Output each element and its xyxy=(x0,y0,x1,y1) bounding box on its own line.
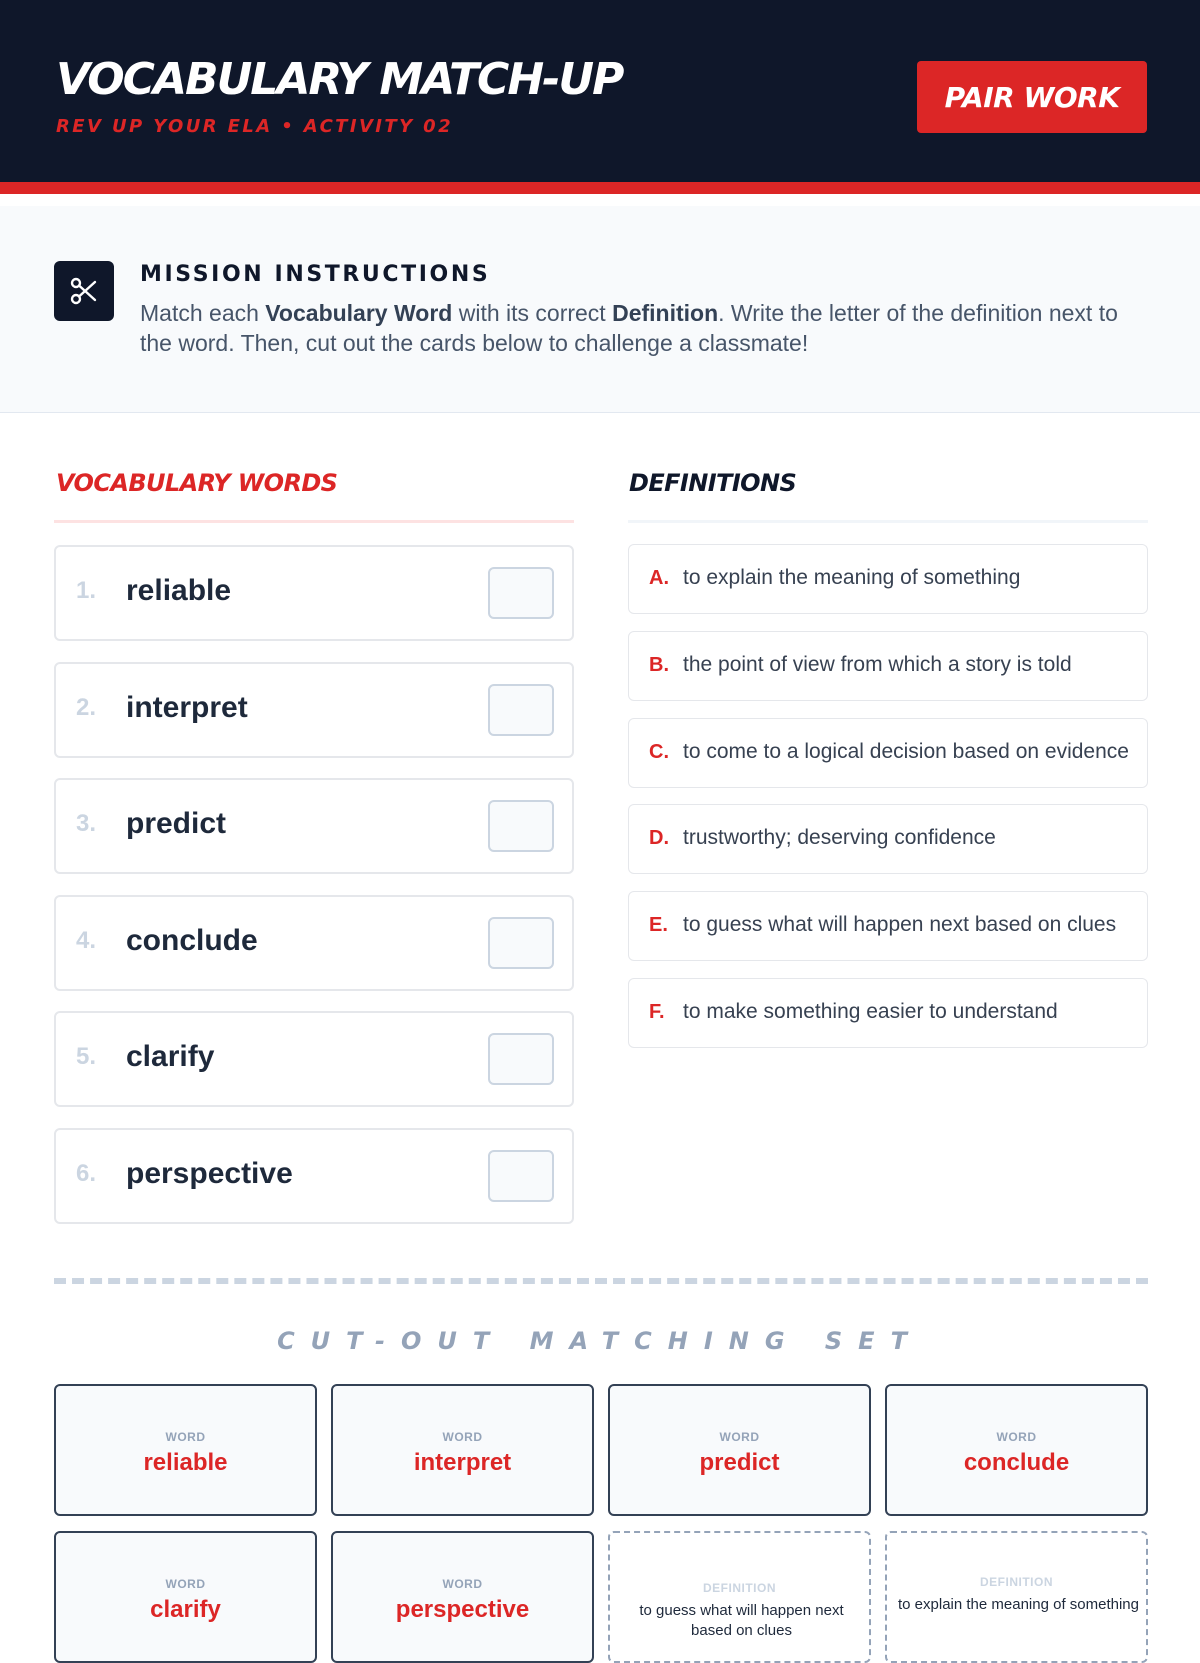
word-card-1 xyxy=(54,545,574,641)
answer-input-box[interactable] xyxy=(488,1033,554,1085)
cut-line-divider xyxy=(54,1278,1148,1284)
cutout-definition: to explain the meaning of something xyxy=(898,1596,1139,1613)
word-card-4 xyxy=(54,895,574,991)
cutout-definition: to guess what will happen next based on clues xyxy=(639,1602,844,1639)
definitions-divider xyxy=(628,520,1148,523)
answer-input-box[interactable] xyxy=(488,567,554,619)
cutout-word: predict xyxy=(699,1449,780,1476)
answer-input-box[interactable] xyxy=(488,800,554,852)
definition-text: to make something easier to understand xyxy=(683,1000,1058,1023)
definition-text: to explain the meaning of something xyxy=(683,566,1021,589)
word-number: 4. xyxy=(76,927,97,954)
definition-letter: B. xyxy=(649,654,669,676)
definition-card-d xyxy=(628,804,1148,874)
cutout-card-label: WORD xyxy=(442,1577,483,1591)
definition-letter: D. xyxy=(649,827,669,849)
pair-work-badge: PAIR WORK xyxy=(917,61,1147,133)
definition-card-c xyxy=(628,718,1148,788)
cutout-word-card xyxy=(54,1531,317,1663)
answer-input-box[interactable] xyxy=(488,917,554,969)
vocabulary-word: interpret xyxy=(126,691,248,724)
cutout-card-label: WORD xyxy=(442,1430,483,1444)
word-number: 2. xyxy=(76,694,97,721)
page-subtitle: REV UP YOUR ELA • ACTIVITY 02 xyxy=(56,116,454,137)
answer-input-box[interactable] xyxy=(488,684,554,736)
definition-text: the point of view from which a story is told xyxy=(683,653,1072,676)
definition-text: to guess what will happen next based on clues xyxy=(683,913,1117,936)
definition-letter: C. xyxy=(649,741,669,763)
instructions-panel xyxy=(0,206,1200,413)
instructions-text: Match each Vocabulary Word with its correct Definition. Write the letter of the definition next to the word. Then, cut out the cards below to challenge a classmate! xyxy=(140,300,1118,356)
words-divider xyxy=(54,520,574,523)
cutout-card-label: DEFINITION xyxy=(980,1575,1053,1589)
cutout-card-label: DEFINITION xyxy=(703,1581,776,1595)
word-number: 6. xyxy=(76,1160,97,1187)
cutout-word-card xyxy=(608,1384,871,1516)
vocabulary-word: clarify xyxy=(126,1040,215,1073)
cutout-card-label: WORD xyxy=(165,1577,206,1591)
page-title: VOCABULARY MATCH-UP xyxy=(56,54,623,105)
cutout-word-card xyxy=(331,1531,594,1663)
definition-letter: A. xyxy=(649,567,669,589)
definition-card-e xyxy=(628,891,1148,961)
definition-letter: E. xyxy=(649,914,668,936)
definition-text: trustworthy; deserving confidence xyxy=(683,826,996,849)
word-number: 5. xyxy=(76,1043,97,1070)
definitions-heading: DEFINITIONS xyxy=(629,469,797,497)
word-number: 1. xyxy=(76,577,97,604)
vocabulary-word: reliable xyxy=(126,574,232,607)
cutout-card-label: WORD xyxy=(719,1430,760,1444)
definition-letter: F. xyxy=(649,1001,665,1023)
cutout-word: perspective xyxy=(395,1596,530,1623)
word-card-2 xyxy=(54,662,574,758)
definition-card-f xyxy=(628,978,1148,1048)
cutout-card-label: WORD xyxy=(996,1430,1037,1444)
answer-input-box[interactable] xyxy=(488,1150,554,1202)
instructions-title: MISSION INSTRUCTIONS xyxy=(140,262,491,287)
cutout-word: conclude xyxy=(963,1449,1070,1476)
vocabulary-words-heading: VOCABULARY WORDS xyxy=(56,469,338,497)
word-card-6 xyxy=(54,1128,574,1224)
cutout-word-card xyxy=(331,1384,594,1516)
scissors-icon xyxy=(54,261,114,321)
cutout-word-card xyxy=(54,1384,317,1516)
word-card-5 xyxy=(54,1011,574,1107)
definition-text: to come to a logical decision based on evidence xyxy=(683,740,1129,763)
cutout-section-title: CUT-OUT MATCHING SET xyxy=(277,1327,923,1355)
vocabulary-word: perspective xyxy=(126,1157,293,1190)
word-number: 3. xyxy=(76,810,97,837)
cutout-word: interpret xyxy=(413,1449,512,1476)
cutout-definition-card xyxy=(608,1531,871,1663)
cutout-card-label: WORD xyxy=(165,1430,206,1444)
cutout-word-card xyxy=(885,1384,1148,1516)
cutout-word: clarify xyxy=(150,1596,221,1623)
header-banner xyxy=(0,0,1200,194)
definition-card-a xyxy=(628,544,1148,614)
vocabulary-word: conclude xyxy=(126,924,258,957)
definition-card-b xyxy=(628,631,1148,701)
word-card-3 xyxy=(54,778,574,874)
cutout-word: reliable xyxy=(143,1449,228,1476)
vocabulary-word: predict xyxy=(126,807,227,840)
cutout-definition-card xyxy=(885,1531,1148,1663)
